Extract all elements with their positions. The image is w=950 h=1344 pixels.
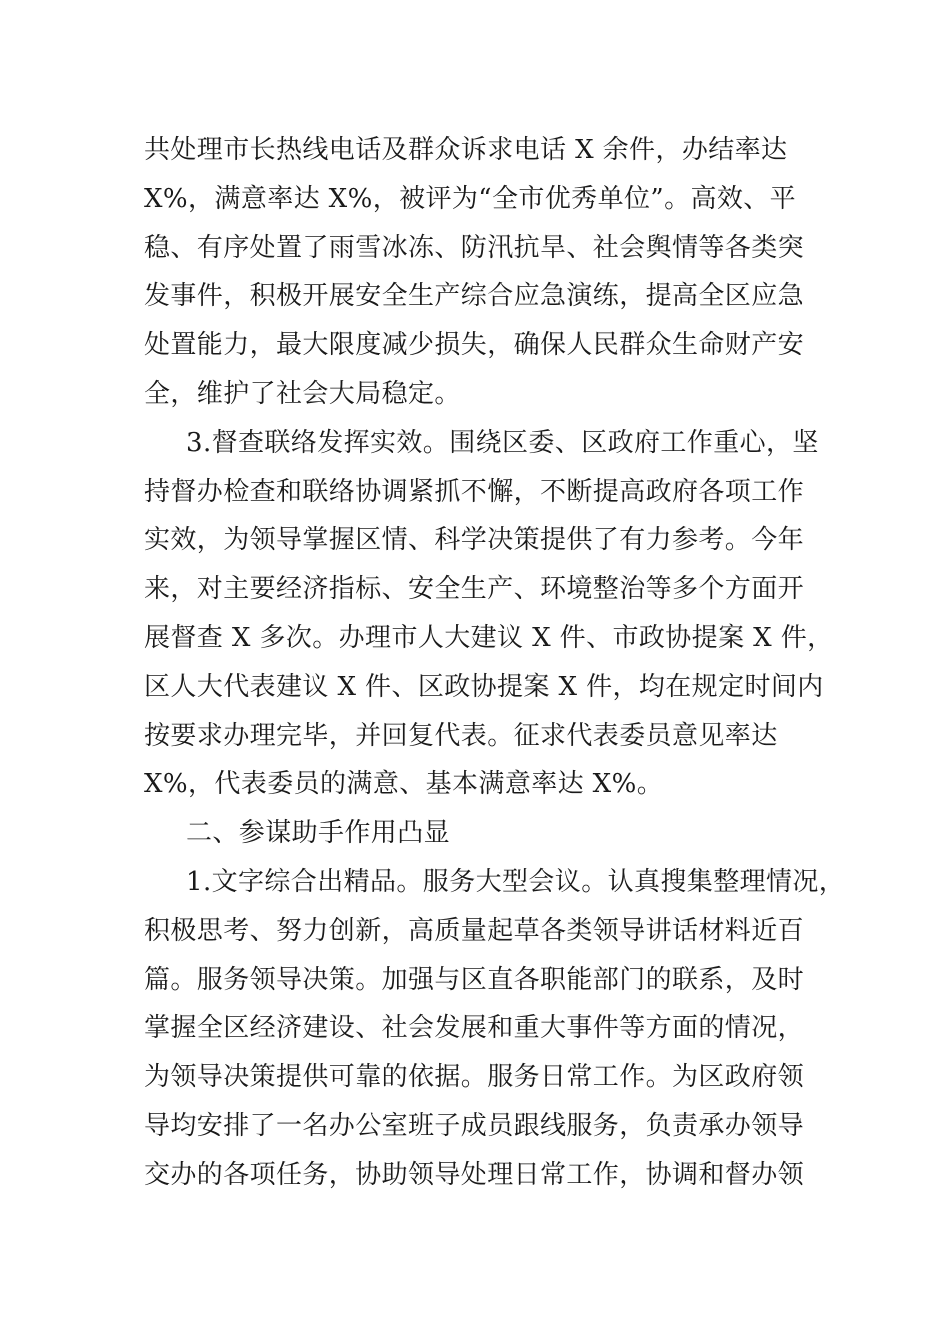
text-line: 二、参谋助手作用凸显 [186, 818, 451, 849]
text-line: 持督办检查和联络协调紧抓不懈，不断提高政府各项工作 [144, 476, 805, 507]
text-line: 交办的各项任务，协助领导处理日常工作，协调和督办领 [144, 1159, 805, 1190]
document-body [144, 126, 846, 1200]
text-line: 区人大代表建议 X 件、区政协提案 X 件，均在规定时间内 [144, 671, 824, 702]
text-line: 为领导决策提供可靠的依据。服务日常工作。为区政府领 [144, 1062, 805, 1093]
text-line: 按要求办理完毕，并回复代表。征求代表委员意见率达 [144, 720, 778, 751]
text-line: 实效，为领导掌握区情、科学决策提供了有力参考。今年 [144, 525, 805, 556]
text-line: 3.督查联络发挥实效。围绕区委、区政府工作重心，坚 [186, 427, 819, 458]
text-line: 掌握全区经济建设、社会发展和重大事件等方面的情况， [144, 1013, 805, 1044]
text-line: 处置能力，最大限度减少损失，确保人民群众生命财产安 [144, 330, 805, 361]
text-line: 导均安排了一名办公室班子成员跟线服务，负责承办领导 [144, 1110, 805, 1141]
text-line: 1.文字综合出精品。服务大型会议。认真搜集整理情况， [186, 866, 846, 897]
text-line: X%，代表委员的满意、基本满意率达 X%。 [144, 769, 664, 800]
text-line: 篇。服务领导决策。加强与区直各职能部门的联系，及时 [144, 964, 805, 995]
text-line: 共处理市长热线电话及群众诉求电话 X 余件，办结率达 [144, 135, 788, 165]
text-line: X%，满意率达 X%，被评为“全市优秀单位”。高效、平 [144, 183, 797, 214]
text-line: 积极思考、努力创新，高质量起草各类领导讲话材料近百 [144, 915, 805, 946]
text-line: 发事件，积极开展安全生产综合应急演练，提高全区应急 [144, 281, 805, 312]
text-line: 展督查 X 多次。办理市人大建议 X 件、市政协提案 X 件， [144, 622, 834, 653]
text-line: 来，对主要经济指标、安全生产、环境整治等多个方面开 [144, 574, 805, 605]
text-line: 稳、有序处置了雨雪冰冻、防汛抗旱、社会舆情等各类突 [144, 232, 805, 263]
text-line: 全，维护了社会大局稳定。 [144, 378, 461, 409]
